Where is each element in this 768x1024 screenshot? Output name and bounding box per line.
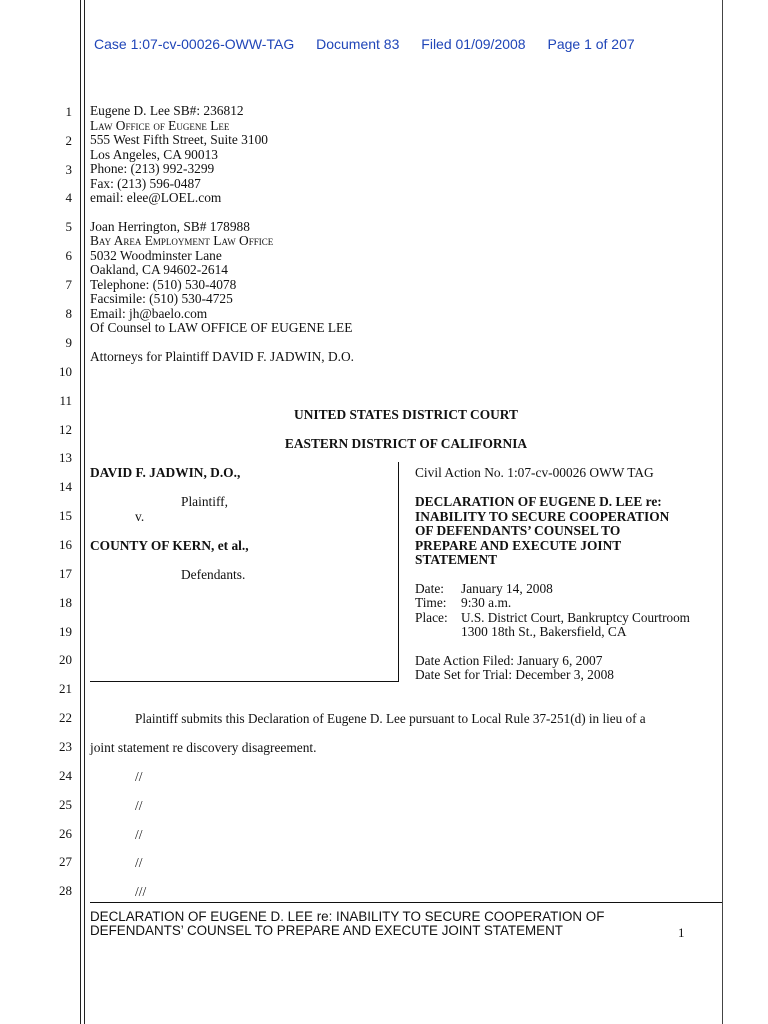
attorney-address-line1: 555 West Fifth Street, Suite 3100: [90, 132, 268, 147]
line-number: 20: [59, 652, 72, 667]
line-number: 27: [59, 854, 72, 869]
line-number: 7: [65, 277, 72, 292]
line-number: 13: [59, 450, 72, 465]
defendant-role: Defendants.: [181, 567, 246, 582]
line-number: 19: [59, 624, 72, 639]
attorney-phone: Telephone: (510) 530-4078: [90, 277, 237, 292]
line-number: 3: [65, 162, 72, 177]
hearing-place-address: 1300 18th St., Bakersfield, CA: [461, 624, 627, 639]
line-number: 12: [59, 422, 72, 437]
footer-title-line2: DEFENDANTS’ COUNSEL TO PREPARE AND EXECUTE JOINT STATEMENT: [90, 923, 563, 938]
attorney-email: Email: jh@baelo.com: [90, 306, 208, 321]
line-number: 2: [65, 133, 72, 148]
continuation-mark: ///: [135, 884, 147, 899]
line-number: 28: [59, 883, 72, 898]
hearing-date-value: January 14, 2008: [461, 581, 553, 596]
line-number: 4: [65, 190, 72, 205]
line-number: 16: [59, 537, 72, 552]
header-filed-date: Filed 01/09/2008: [421, 36, 526, 52]
line-number: 23: [59, 739, 72, 754]
line-number: 11: [59, 393, 72, 408]
footer-title-line1: DECLARATION OF EUGENE D. LEE re: INABILITY TO SECURE COOPERATION OF: [90, 909, 605, 924]
court-district: EASTERN DISTRICT OF CALIFORNIA: [284, 436, 528, 451]
page-number: 1: [678, 925, 685, 940]
attorney-name: Eugene D. Lee SB#: 236812: [90, 103, 244, 118]
ecf-header: [94, 36, 734, 52]
attorney-address-line2: Oakland, CA 94602-2614: [90, 262, 228, 277]
attorney-firm: Bay Area Employment Law Office: [90, 233, 274, 248]
hearing-date-label: Date:: [415, 581, 444, 596]
attorney-phone: Phone: (213) 992-3299: [90, 161, 215, 176]
line-number: 14: [59, 479, 72, 494]
attorney-fax: Facsimile: (510) 530-4725: [90, 291, 233, 306]
date-set-for-trial: Date Set for Trial: December 3, 2008: [415, 667, 614, 682]
continuation-mark: //: [135, 769, 143, 784]
attorney-firm: Law Office of Eugene Lee: [90, 118, 230, 133]
continuation-mark: //: [135, 798, 143, 813]
attorney-address-line1: 5032 Woodminster Lane: [90, 248, 222, 263]
defendant-name: COUNTY OF KERN, et al.,: [90, 538, 249, 553]
header-case-number: Case 1:07-cv-00026-OWW-TAG: [94, 36, 295, 52]
header-page-count: Page 1 of 207: [547, 36, 635, 52]
attorneys-for-plaintiff: Attorneys for Plaintiff DAVID F. JADWIN, D.O.: [90, 349, 354, 364]
line-number: 6: [65, 248, 72, 263]
header-document-number: Document 83: [316, 36, 400, 52]
hearing-place-label: Place:: [415, 610, 448, 625]
line-number: 15: [59, 508, 72, 523]
court-name: UNITED STATES DISTRICT COURT: [294, 407, 518, 422]
line-number: 5: [65, 219, 72, 234]
line-number: 9: [65, 335, 72, 350]
date-action-filed: Date Action Filed: January 6, 2007: [415, 653, 603, 668]
right-margin-rule: [722, 0, 723, 1024]
attorney-of-counsel: Of Counsel to LAW OFFICE OF EUGENE LEE: [90, 320, 353, 335]
line-number: 21: [59, 681, 72, 696]
line-number: 18: [59, 595, 72, 610]
continuation-mark: //: [135, 827, 143, 842]
document-title-line: INABILITY TO SECURE COOPERATION: [415, 509, 670, 524]
line-number: 26: [59, 826, 72, 841]
document-title-line: DECLARATION OF EUGENE D. LEE re:: [415, 494, 662, 509]
caption-divider-vertical: [398, 462, 399, 682]
body-paragraph-line2: joint statement re discovery disagreement.: [90, 740, 317, 755]
line-number: 24: [59, 768, 72, 783]
attorney-name: Joan Herrington, SB# 178988: [90, 219, 250, 234]
plaintiff-name: DAVID F. JADWIN, D.O.,: [90, 465, 241, 480]
document-title-line: OF DEFENDANTS’ COUNSEL TO: [415, 523, 621, 538]
document-title-line: PREPARE AND EXECUTE JOINT: [415, 538, 622, 553]
continuation-mark: //: [135, 855, 143, 870]
body-paragraph-line1: Plaintiff submits this Declaration of Eugene D. Lee pursuant to Local Rule 37-251(d) in lieu of a: [135, 711, 646, 726]
versus-label: v.: [135, 509, 145, 524]
line-number: 10: [59, 364, 72, 379]
attorney-email: email: elee@LOEL.com: [90, 190, 222, 205]
attorney-address-line2: Los Angeles, CA 90013: [90, 147, 218, 162]
civil-action-number: Civil Action No. 1:07-cv-00026 OWW TAG: [415, 465, 654, 480]
line-number: 25: [59, 797, 72, 812]
caption-divider-horizontal: [90, 681, 399, 682]
attorney-fax: Fax: (213) 596-0487: [90, 176, 201, 191]
document-footer: [90, 910, 604, 938]
line-number: 22: [59, 710, 72, 725]
line-number: 8: [65, 306, 72, 321]
hearing-place-value: U.S. District Court, Bankruptcy Courtroom: [461, 610, 690, 625]
hearing-time-label: Time:: [415, 595, 447, 610]
left-margin-rule-outer: [80, 0, 81, 1024]
line-number: 1: [65, 104, 72, 119]
left-margin-rule-inner: [84, 0, 85, 1024]
line-number: 17: [59, 566, 72, 581]
footer-rule: [90, 902, 722, 903]
plaintiff-role: Plaintiff,: [181, 494, 228, 509]
document-title-line: STATEMENT: [415, 552, 498, 567]
hearing-time-value: 9:30 a.m.: [461, 595, 512, 610]
